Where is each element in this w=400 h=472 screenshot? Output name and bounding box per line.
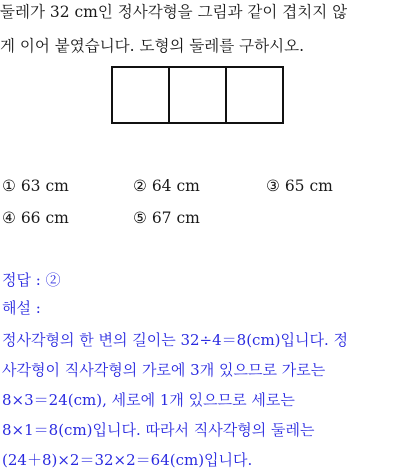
- explanation-line-5: (24＋8)×2＝32×2＝64(cm)입니다.: [2, 451, 253, 469]
- square-3: [225, 66, 284, 124]
- question-line-1: 둘레가 32 cm인 정사각형을 그림과 같이 겹치지 않: [0, 3, 348, 21]
- explanation-heading: 해설 :: [2, 299, 41, 317]
- square-1: [111, 66, 170, 124]
- choice-4[interactable]: ④ 66 cm: [2, 209, 69, 227]
- choice-2[interactable]: ② 64 cm: [133, 177, 200, 195]
- square-2: [168, 66, 227, 124]
- choice-3[interactable]: ③ 65 cm: [266, 177, 333, 195]
- choice-1[interactable]: ① 63 cm: [2, 177, 69, 195]
- explanation-line-3: 8×3＝24(cm), 세로에 1개 있으므로 세로는: [2, 391, 295, 409]
- answer-label: 정답 : ②: [2, 271, 61, 289]
- three-squares-figure: [111, 66, 288, 124]
- question-line-2: 게 이어 붙였습니다. 도형의 둘레를 구하시오.: [0, 37, 305, 55]
- explanation-line-1: 정사각형의 한 변의 길이는 32÷4＝8(cm)입니다. 정: [2, 331, 349, 349]
- explanation-line-2: 사각형이 직사각형의 가로에 3개 있으므로 가로는: [2, 361, 326, 379]
- choice-5[interactable]: ⑤ 67 cm: [133, 209, 200, 227]
- explanation-line-4: 8×1＝8(cm)입니다. 따라서 직사각형의 둘레는: [2, 421, 315, 439]
